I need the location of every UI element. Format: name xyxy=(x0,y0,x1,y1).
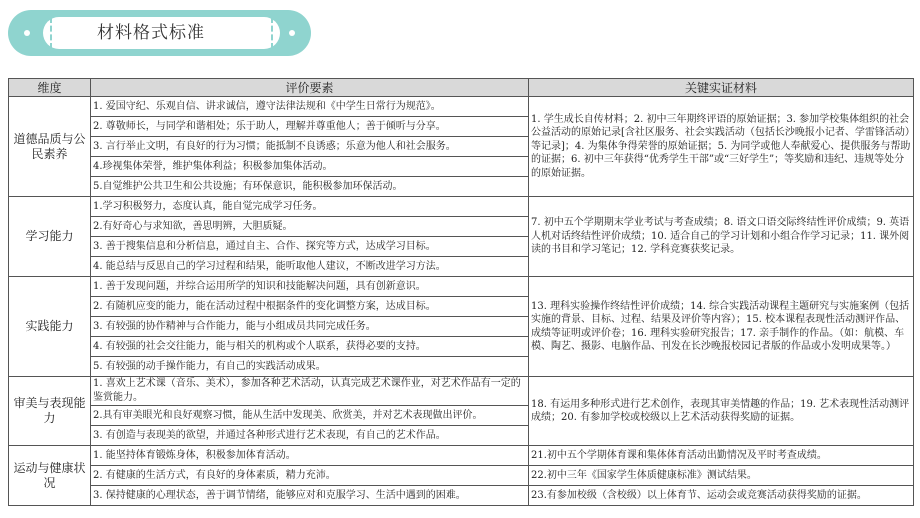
materials-cell: 18. 有运用多种形式进行艺术创作，表现其审美情趣的作品；19. 艺术表现性活动测评成绩；20. 有参加学校或校级以上艺术活动获得奖励的证据。 xyxy=(529,377,914,446)
requirement-cell: 2. 有健康的生活方式，有良好的身体素质，精力充沛。 xyxy=(91,466,529,486)
requirement-cell: 1. 能坚持体育锻炼身体，积极参加体育活动。 xyxy=(91,446,529,466)
requirement-cell: 2. 尊敬师长，与同学和谐相处；乐于助人，理解并尊重他人；善于倾听与分享。 xyxy=(91,117,529,137)
dimension-cell: 运动与健康状况 xyxy=(9,446,91,506)
criteria-table xyxy=(8,78,914,506)
materials-cell: 1. 学生成长自传材料；2. 初中三年期终评语的原始证据；3. 参加学校集体组织的社会公益活动的原始记录[含社区服务、社会实践活动（包括长沙晚报小记者、学雷锋活动）等记录]；4. 为集体争得荣誉的原始证据；5. 为同学或他人奉献爱心、提供服务与帮助的证据；6. 初中三年获得“优秀学生干部”或“三好学生”；等奖励和违纪、违规等处分的原始证据。 xyxy=(529,97,914,197)
requirement-cell: 3. 善于搜集信息和分析信息，通过自主、合作、探究等方式，达成学习目标。 xyxy=(91,237,529,257)
requirement-cell: 1. 爱国守纪、乐观自信、讲求诚信，遵守法律法规和《中学生日常行为规范》。 xyxy=(91,97,529,117)
requirement-cell: 3. 言行举止文明，有良好的行为习惯；能抵制不良诱惑；乐意为他人和社会服务。 xyxy=(91,137,529,157)
requirement-cell: 2.具有审美眼光和良好观察习惯，能从生活中发现美、欣赏美，并对艺术表现做出评价。 xyxy=(91,406,529,426)
requirement-cell: 2.有好奇心与求知欲，善思明辨，大胆质疑。 xyxy=(91,217,529,237)
requirement-cell: 5.自觉维护公共卫生和公共设施；有环保意识，能积极参加环保活动。 xyxy=(91,177,529,197)
table-row xyxy=(9,277,914,297)
col-header-requirements: 评价要素 xyxy=(91,79,529,97)
table-row xyxy=(9,377,914,406)
requirement-cell: 4.珍视集体荣誉，维护集体利益；积极参加集体活动。 xyxy=(91,157,529,177)
col-header-materials: 关键实证材料 xyxy=(529,79,914,97)
header-dot-right xyxy=(289,30,295,36)
materials-cell: 7. 初中五个学期期末学业考试与考查成绩；8. 语文口语交际终结性评价成绩；9. 英语人机对话终结性评价成绩；10. 适合自己的学习计划和小组合作学习记录；11. 课外阅读的书目和学习笔记；12. 学科竞赛获奖记录。 xyxy=(529,197,914,277)
dimension-cell: 学习能力 xyxy=(9,197,91,277)
materials-cell: 22.初中三年《国家学生体质健康标准》测试结果。 xyxy=(529,466,914,486)
col-header-dimension: 维度 xyxy=(9,79,91,97)
requirement-cell: 4. 能总结与反思自己的学习过程和结果，能听取他人建议，不断改进学习方法。 xyxy=(91,257,529,277)
materials-cell: 21.初中五个学期体育课和集体体育活动出勤情况及平时考查成绩。 xyxy=(529,446,914,466)
table-row xyxy=(9,446,914,466)
table-row xyxy=(9,466,914,486)
page-title: 材料格式标准 xyxy=(97,23,205,43)
dimension-cell: 审美与表现能力 xyxy=(9,377,91,446)
requirement-cell: 1.学习积极努力，态度认真，能自觉完成学习任务。 xyxy=(91,197,529,217)
requirement-cell: 3. 保持健康的心理状态，善于调节情绪，能够应对和克服学习、生活中遇到的困难。 xyxy=(91,486,529,506)
section-header-inner xyxy=(43,17,280,49)
table-row xyxy=(9,486,914,506)
requirement-cell: 5. 有较强的动手操作能力，有自己的实践活动成果。 xyxy=(91,357,529,377)
section-header-pill xyxy=(8,10,311,56)
requirement-cell: 1. 善于发现问题，并综合运用所学的知识和技能解决问题，具有创新意识。 xyxy=(91,277,529,297)
requirement-cell: 4. 有较强的社会交往能力，能与相关的机构或个人联系，获得必要的支持。 xyxy=(91,337,529,357)
table-row xyxy=(9,97,914,117)
dimension-cell: 实践能力 xyxy=(9,277,91,377)
table-row xyxy=(9,197,914,217)
materials-cell: 13. 理科实验操作终结性评价成绩；14. 综合实践活动课程主题研究与实施案例（包括实施的背景、目标、过程、结果及评价等内容）；15. 校本课程表现性活动测评作品、成绩等证明或评价卷；16. 理科实验研究报告；17. 亲手制作的作品。（如：航模、车模、陶艺、摄影、电脑作品、刊发在长沙晚报校园记者版的作品或小发明成果等。） xyxy=(529,277,914,377)
header-dot-left xyxy=(24,30,30,36)
requirement-cell: 1. 喜欢上艺术课（音乐、美术），参加各种艺术活动，认真完成艺术课作业，对艺术作品有一定的鉴赏能力。 xyxy=(91,377,529,406)
dimension-cell: 道德品质与公民素养 xyxy=(9,97,91,197)
requirement-cell: 3. 有较强的协作精神与合作能力，能与小组成员共同完成任务。 xyxy=(91,317,529,337)
materials-cell: 23.有参加校级（含校级）以上体育节、运动会或竞赛活动获得奖励的证据。 xyxy=(529,486,914,506)
requirement-cell: 2. 有随机应变的能力，能在活动过程中根据条件的变化调整方案，达成目标。 xyxy=(91,297,529,317)
table-header-row xyxy=(9,79,914,97)
requirement-cell: 3. 有创造与表现美的欲望，并通过各种形式进行艺术表现，有自己的艺术作品。 xyxy=(91,426,529,446)
